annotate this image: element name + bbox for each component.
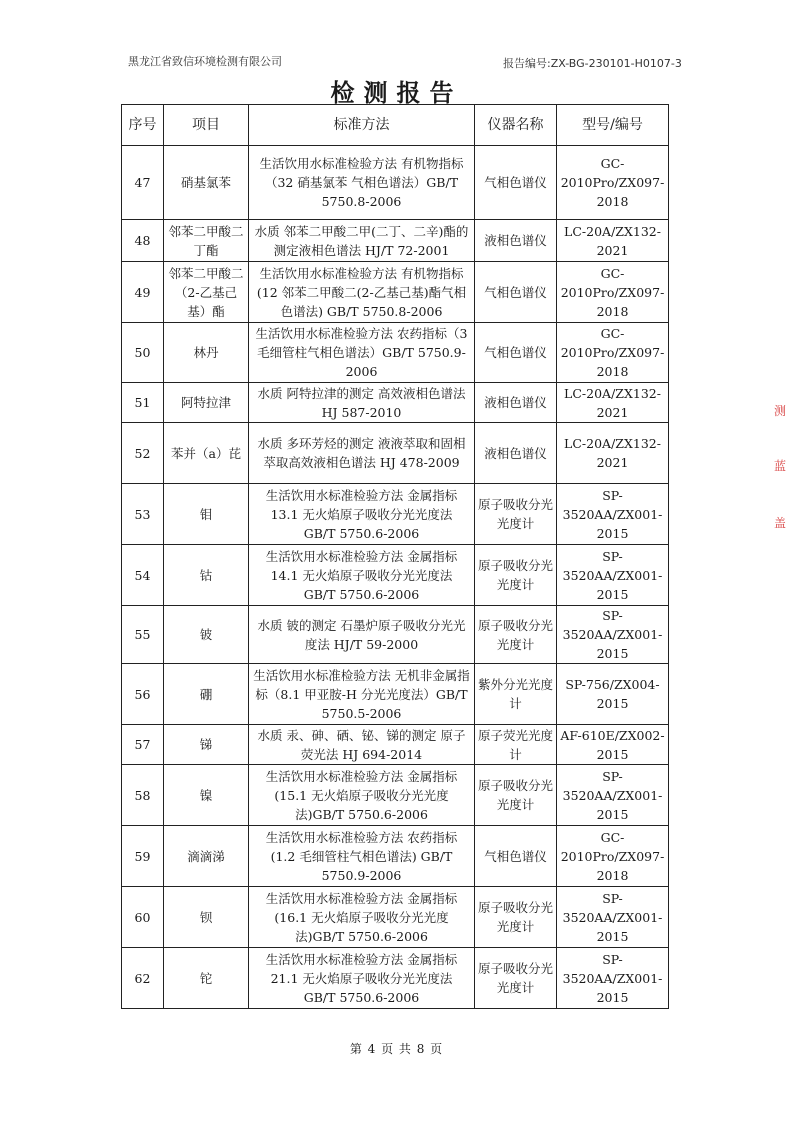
standard-method: 水质 汞、砷、硒、铋、锑的测定 原子荧光法 HJ 694-2014: [249, 725, 475, 765]
row-number: 55: [122, 606, 164, 664]
row-number: 51: [122, 383, 164, 423]
table-row: [122, 826, 669, 887]
test-item: 铍: [164, 606, 249, 664]
test-item: 钼: [164, 484, 249, 545]
row-number: 53: [122, 484, 164, 545]
instrument-name: 气相色谱仪: [475, 826, 557, 887]
row-number: 48: [122, 220, 164, 262]
table-row: [122, 323, 669, 383]
test-item: 锑: [164, 725, 249, 765]
standard-method: 生活饮用水标准检验方法 金属指标 13.1 无火焰原子吸收分光光度法 GB/T 5750.6-2006: [249, 484, 475, 545]
model-number: SP-3520AA/ZX001-2015: [557, 545, 669, 606]
test-item: 钡: [164, 887, 249, 948]
row-number: 54: [122, 545, 164, 606]
model-number: AF-610E/ZX002-2015: [557, 725, 669, 765]
row-number: 50: [122, 323, 164, 383]
instrument-name: 原子吸收分光光度计: [475, 484, 557, 545]
model-number: GC-2010Pro/ZX097-2018: [557, 323, 669, 383]
table-row: [122, 545, 669, 606]
standard-method: 生活饮用水标准检验方法 有机物指标（32 硝基氯苯 气相色谱法）GB/T 5750.8-2006: [249, 146, 475, 220]
instrument-name: 原子荧光光度计: [475, 725, 557, 765]
standard-method: 水质 邻苯二甲酸二甲(二丁、二辛)酯的测定液相色谱法 HJ/T 72-2001: [249, 220, 475, 262]
model-number: SP-3520AA/ZX001-2015: [557, 948, 669, 1009]
test-item: 铊: [164, 948, 249, 1009]
page-number: 第 4 页 共 8 页: [349, 1042, 444, 1056]
row-number: 59: [122, 826, 164, 887]
model-number: LC-20A/ZX132-2021: [557, 220, 669, 262]
row-number: 47: [122, 146, 164, 220]
column-header-instrument: 仪器名称: [475, 105, 557, 146]
instrument-name: 原子吸收分光光度计: [475, 545, 557, 606]
column-header-no: 序号: [122, 105, 164, 146]
test-item: 阿特拉津: [164, 383, 249, 423]
standard-method: 水质 阿特拉津的测定 高效液相色谱法 HJ 587-2010: [249, 383, 475, 423]
instrument-name: 气相色谱仪: [475, 262, 557, 323]
instrument-name: 原子吸收分光光度计: [475, 765, 557, 826]
standard-method: 生活饮用水标准检验方法 有机物指标(12 邻苯二甲酸二(2-乙基己基)酯气相色谱法) GB/T 5750.8-2006: [249, 262, 475, 323]
model-number: SP-3520AA/ZX001-2015: [557, 606, 669, 664]
report-title: 检测报告: [330, 78, 463, 107]
row-number: 60: [122, 887, 164, 948]
instrument-name: 气相色谱仪: [475, 146, 557, 220]
test-item: 硝基氯苯: [164, 146, 249, 220]
row-number: 56: [122, 664, 164, 725]
column-header-item: 项目: [164, 105, 249, 146]
instrument-name: 气相色谱仪: [475, 323, 557, 383]
table-row: [122, 948, 669, 1009]
column-header-method: 标准方法: [249, 105, 475, 146]
model-number: LC-20A/ZX132-2021: [557, 423, 669, 484]
row-number: 58: [122, 765, 164, 826]
table-row: [122, 765, 669, 826]
table-row: [122, 725, 669, 765]
row-number: 57: [122, 725, 164, 765]
model-number: SP-756/ZX004-2015: [557, 664, 669, 725]
instrument-name: 原子吸收分光光度计: [475, 887, 557, 948]
table-header-row: [122, 105, 669, 146]
instrument-name: 液相色谱仪: [475, 423, 557, 484]
test-item: 滴滴涕: [164, 826, 249, 887]
table-row: [122, 146, 669, 220]
standard-method: 生活饮用水标准检验方法 金属指标 (15.1 无火焰原子吸收分光光度法)GB/T 5750.6-2006: [249, 765, 475, 826]
seal-stamp: 测 蓝 盖: [774, 404, 787, 530]
table-row: [122, 887, 669, 948]
model-number: GC-2010Pro/ZX097-2018: [557, 262, 669, 323]
model-number: GC-2010Pro/ZX097-2018: [557, 146, 669, 220]
instrument-name: 原子吸收分光光度计: [475, 948, 557, 1009]
instrument-name: 紫外分光光度计: [475, 664, 557, 725]
table-row: [122, 262, 669, 323]
instrument-name: 原子吸收分光光度计: [475, 606, 557, 664]
model-number: GC-2010Pro/ZX097-2018: [557, 826, 669, 887]
test-item: 钴: [164, 545, 249, 606]
standard-method: 水质 铍的测定 石墨炉原子吸收分光光度法 HJ/T 59-2000: [249, 606, 475, 664]
test-item: 镍: [164, 765, 249, 826]
table-row: [122, 664, 669, 725]
table-row: [122, 220, 669, 262]
table-row: [122, 423, 669, 484]
standard-method: 生活饮用水标准检验方法 金属指标 (16.1 无火焰原子吸收分光光度法)GB/T 5750.6-2006: [249, 887, 475, 948]
inspection-table: [121, 104, 669, 1009]
standard-method: 生活饮用水标准检验方法 农药指标（3 毛细管柱气相色谱法）GB/T 5750.9-2006: [249, 323, 475, 383]
standard-method: 生活饮用水标准检验方法 金属指标 21.1 无火焰原子吸收分光光度法 GB/T 5750.6-2006: [249, 948, 475, 1009]
test-item: 硼: [164, 664, 249, 725]
test-item: 邻苯二甲酸二丁酯: [164, 220, 249, 262]
column-header-model: 型号/编号: [557, 105, 669, 146]
table-row: [122, 383, 669, 423]
model-number: SP-3520AA/ZX001-2015: [557, 765, 669, 826]
test-item: 邻苯二甲酸二（2-乙基己基）酯: [164, 262, 249, 323]
test-item: 苯并（a）芘: [164, 423, 249, 484]
row-number: 49: [122, 262, 164, 323]
table-row: [122, 484, 669, 545]
test-item: 林丹: [164, 323, 249, 383]
table-row: [122, 606, 669, 664]
standard-method: 生活饮用水标准检验方法 无机非金属指标（8.1 甲亚胺-H 分光光度法）GB/T 5750.5-2006: [249, 664, 475, 725]
row-number: 52: [122, 423, 164, 484]
instrument-name: 液相色谱仪: [475, 220, 557, 262]
instrument-name: 液相色谱仪: [475, 383, 557, 423]
model-number: SP-3520AA/ZX001-2015: [557, 484, 669, 545]
standard-method: 水质 多环芳烃的测定 液液萃取和固相萃取高效液相色谱法 HJ 478-2009: [249, 423, 475, 484]
model-number: SP-3520AA/ZX001-2015: [557, 887, 669, 948]
report-number: 报告编号:ZX-BG-230101-H0107-3: [503, 57, 682, 70]
standard-method: 生活饮用水标准检验方法 金属指标 14.1 无火焰原子吸收分光光度法 GB/T 5750.6-2006: [249, 545, 475, 606]
standard-method: 生活饮用水标准检验方法 农药指标 (1.2 毛细管柱气相色谱法) GB/T 5750.9-2006: [249, 826, 475, 887]
model-number: LC-20A/ZX132-2021: [557, 383, 669, 423]
row-number: 62: [122, 948, 164, 1009]
company-name: 黑龙江省致信环境检测有限公司: [128, 55, 282, 68]
